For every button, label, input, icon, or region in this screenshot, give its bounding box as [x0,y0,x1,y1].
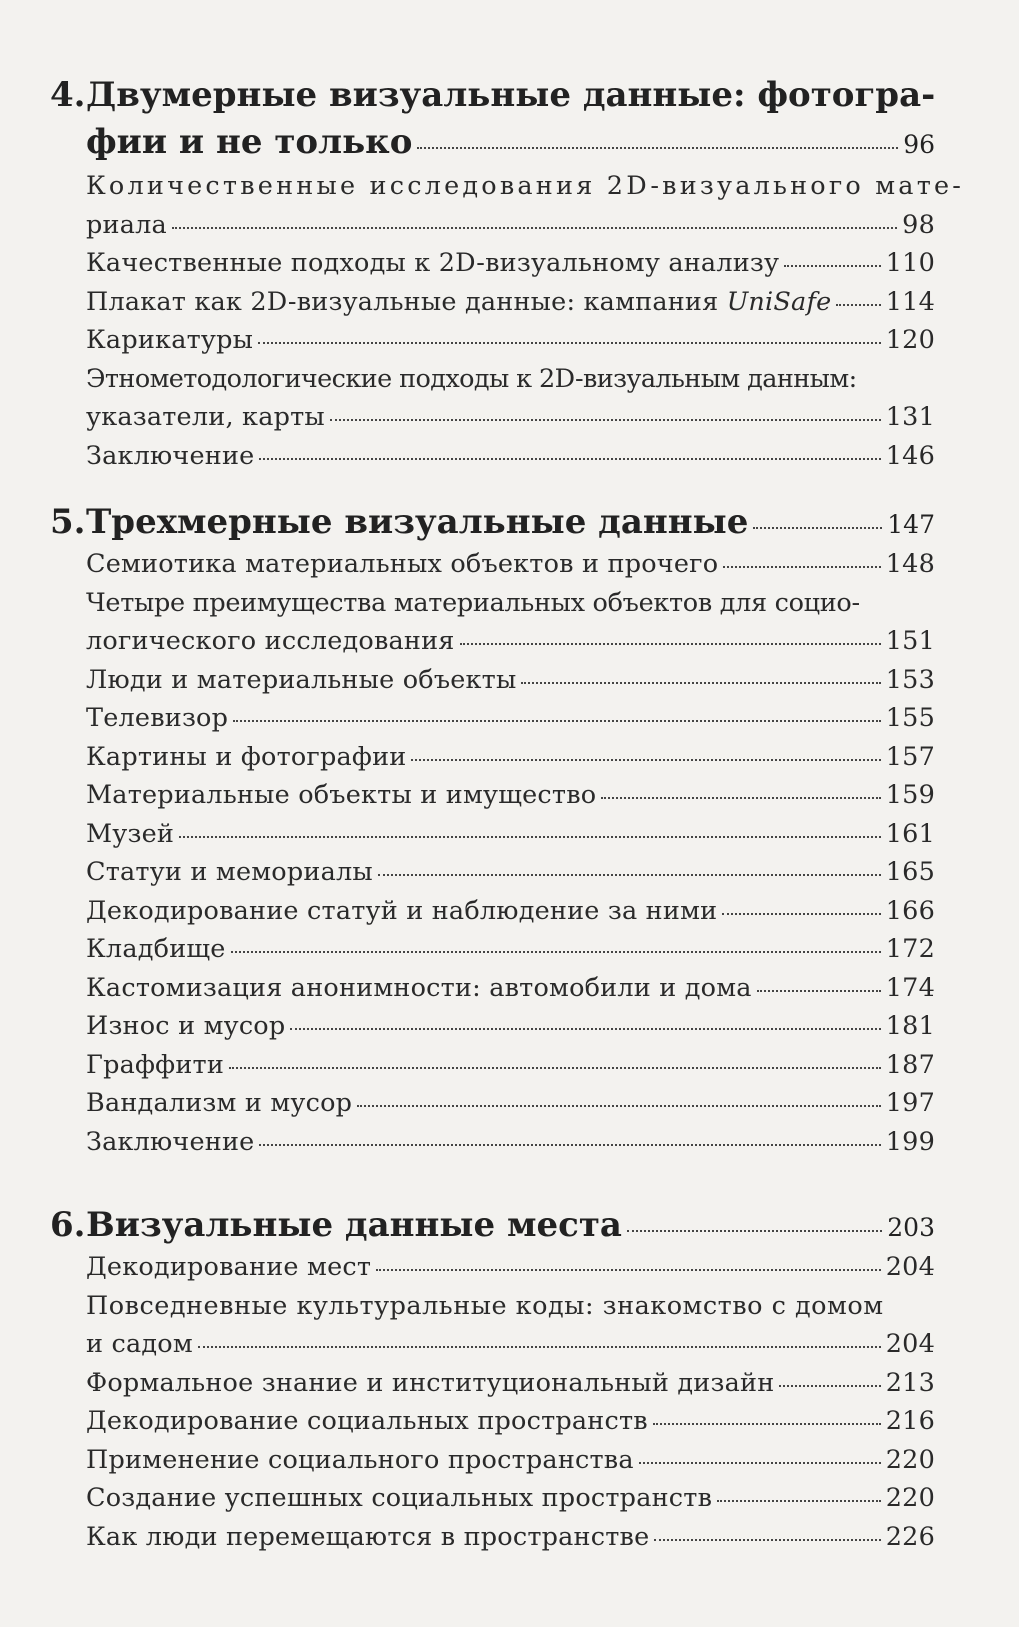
entry-title: Граффити [86,1049,225,1080]
toc-entry-cont[interactable] [86,210,935,249]
toc-entry[interactable] [86,1088,935,1127]
leader-dots [627,1230,882,1232]
entry-title: Кладбище [86,934,226,964]
entry-title: Карикатуры [86,325,254,355]
leader-dots [376,1269,881,1271]
entry-title: указатели, карты [86,402,325,432]
entry-title: Износ и мусор [86,1011,286,1041]
leader-dots [779,1385,880,1387]
entry-title: Формальное знание и институциональный дизайн [86,1367,775,1398]
page-number: 166 [885,895,935,926]
page-number: 131 [885,402,935,432]
leader-dots [231,951,881,953]
toc-entry[interactable] [86,1406,935,1445]
entry-title: Люди и материальные объекты [86,664,517,695]
toc-entry-cont[interactable] [86,402,935,441]
leader-dots [233,720,881,722]
chapter-number: 4. [50,75,86,115]
page-number: 151 [885,626,935,656]
leader-dots [717,1500,881,1502]
entry-title: Повседневные культуральные коды: знакомство с домом [86,1290,884,1321]
entry-title: Вандализм и мусор [86,1088,353,1118]
entry-title: Создание успешных социальных пространств [86,1483,713,1513]
leader-dots [259,458,880,460]
leader-dots [378,874,881,876]
entry-title: Применение социального пространства [86,1444,634,1475]
page-number: 216 [885,1406,935,1436]
toc-entry[interactable] [86,819,935,858]
toc-entry[interactable] [86,364,935,403]
leader-dots [722,913,880,915]
leader-dots [653,1423,881,1425]
toc-entry[interactable] [86,171,965,210]
page-number: 159 [885,780,935,810]
toc-entry[interactable] [86,857,935,896]
chapter-heading-cont[interactable] [50,122,935,169]
page-number: 161 [885,818,935,849]
toc-entry[interactable] [86,248,935,287]
chapter-4 [50,75,965,479]
page-number: 174 [885,972,935,1003]
page-number: 172 [885,934,935,964]
entry-title-italic: UniSafe [726,286,832,317]
page-number: 157 [885,741,935,772]
toc-entry[interactable] [86,1011,935,1050]
leader-dots [784,265,880,267]
page-number: 153 [885,664,935,695]
entry-title: Семиотика материальных объектов и прочего [86,549,719,579]
leader-dots [259,1144,880,1146]
toc-entry-cont[interactable] [86,1329,935,1368]
chapter-5 [50,502,935,1165]
toc-entry[interactable] [86,780,935,819]
toc-entry[interactable] [86,934,935,973]
toc-entry-cont[interactable] [86,626,935,665]
entry-title: Материальные объекты и имущество [86,780,597,810]
entry-title: Кастомизация анонимности: автомобили и дома [86,972,752,1003]
leader-dots [198,1346,881,1348]
page-number: 114 [885,286,935,317]
toc-entry[interactable] [86,1252,935,1291]
leader-dots [753,527,882,529]
page-number: 204 [885,1329,935,1359]
entry-title: Картины и фотографии [86,741,407,772]
leader-dots [654,1539,880,1541]
entry-title: риала [86,209,167,240]
chapter-heading[interactable] [50,502,935,549]
toc-entry[interactable] [86,1522,935,1561]
toc-entry[interactable] [86,287,935,326]
leader-dots [601,797,880,799]
toc-entry[interactable] [86,1127,935,1166]
leader-dots [172,227,897,229]
chapter-heading[interactable] [50,75,935,122]
toc-entry[interactable] [86,973,935,1012]
leader-dots [179,836,881,838]
page-number: 155 [885,703,935,733]
toc-entry[interactable] [86,1368,935,1407]
toc-entry[interactable] [86,742,935,781]
leader-dots [357,1105,881,1107]
toc-entry[interactable] [86,1050,935,1089]
page-number: 213 [885,1367,935,1398]
entry-title: Как люди перемещаются в пространстве [86,1521,650,1552]
page-number: 147 [887,510,935,539]
leader-dots [757,990,881,992]
page-number: 199 [885,1126,935,1157]
toc-entry[interactable] [86,549,935,588]
entry-title: Качественные подходы к 2D-визуальному анализу [86,248,780,278]
leader-dots [258,342,881,344]
page-number: 220 [885,1483,935,1513]
entry-title: Музей [86,818,175,849]
toc-entry[interactable] [86,325,935,364]
page-number: 226 [885,1521,935,1552]
leader-dots [639,1462,881,1464]
page-number: 204 [885,1252,935,1282]
leader-dots [460,643,881,645]
toc-entry[interactable] [86,1445,935,1484]
page-number: 96 [903,130,935,159]
chapter-title: Двумерные визуальные данные: фотогра- [86,75,936,115]
entry-title: Декодирование статуй и наблюдение за ними [86,895,718,926]
page-number: 98 [902,209,935,240]
entry-title: Четыре преимущества материальных объектов для социо- [86,587,860,618]
chapter-title: Трехмерные визуальные данные [86,502,749,542]
leader-dots [330,419,881,421]
chapter-number: 6. [50,1205,86,1245]
page-number: 110 [885,248,935,278]
chapter-number: 5. [50,502,86,542]
entry-title: Телевизор [86,703,229,733]
toc-entry[interactable] [86,588,935,627]
entry-title: логического исследования [86,626,455,656]
page-number: 165 [885,857,935,887]
entry-title: и садом [86,1329,193,1359]
toc-entry[interactable] [86,1483,935,1522]
page-number: 120 [885,325,935,355]
entry-title: Заключение [86,440,255,471]
leader-dots [723,566,880,568]
toc-entry[interactable] [86,896,935,935]
chapter-6 [50,1205,935,1560]
page-number: 148 [885,549,935,579]
entry-title: Декодирование мест [86,1252,372,1282]
page-number: 146 [885,440,935,471]
entry-title: Плакат как 2D-визуальные данные: кампания UniSafe [86,286,832,317]
leader-dots [417,147,898,149]
toc-entry[interactable] [86,441,935,480]
leader-dots [836,304,880,306]
chapter-title: Визуальные данные места [86,1205,622,1245]
leader-dots [229,1067,881,1069]
page-number: 197 [885,1088,935,1118]
entry-title: Статуи и мемориалы [86,857,373,887]
page-number: 203 [887,1213,935,1242]
page-number: 220 [885,1444,935,1475]
toc-entry[interactable] [86,703,935,742]
toc-entry[interactable] [86,1291,935,1330]
leader-dots [521,682,880,684]
leader-dots [411,759,880,761]
entry-title: Декодирование социальных пространств [86,1406,648,1436]
toc-entry[interactable] [86,665,935,704]
page-number: 187 [885,1049,935,1080]
chapter-heading[interactable] [50,1205,935,1252]
entry-title: Этнометодологические подходы к 2D-визуальным данным: [86,363,857,394]
entry-title: Заключение [86,1126,255,1157]
entry-title: Количественные исследования 2D-визуального мате- [86,171,965,201]
chapter-title: фии и не только [86,122,413,162]
leader-dots [290,1028,880,1030]
page-number: 181 [885,1011,935,1041]
